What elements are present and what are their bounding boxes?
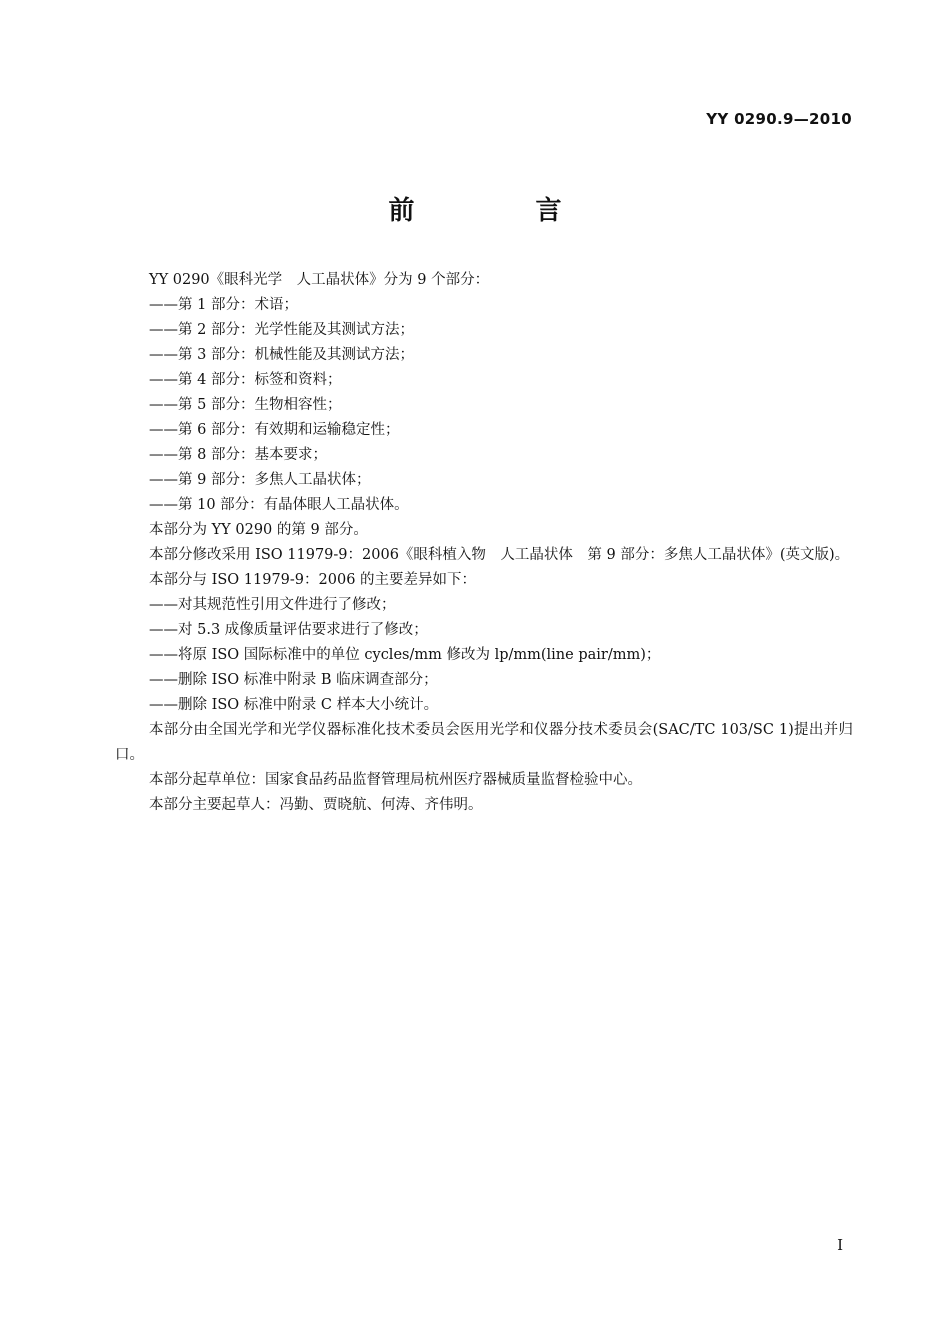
differences-intro: 本部分与 ISO 11979-9：2006 的主要差异如下： [149,572,477,588]
list-item: ——第 1 部分：术语； [149,297,298,313]
difference-item: ——删除 ISO 标准中附录 C 样本大小统计。 [149,697,439,713]
difference-item: ——对 5.3 成像质量评估要求进行了修改； [149,622,428,638]
list-item: ——第 5 部分：生物相容性； [149,397,342,413]
list-item: ——第 6 部分：有效期和运输稳定性； [149,422,400,438]
difference-item: ——删除 ISO 标准中附录 B 临床调查部分； [149,672,438,688]
list-item: ——第 9 部分：多焦人工晶状体； [149,472,371,488]
page-title: 前 言 [388,196,618,226]
proposer-paragraph: 本部分由全国光学和光学仪器标准化技术委员会医用光学和仪器分技术委员会(SAC/TC 103/SC 1)提出并归口。 [115,722,853,763]
list-item: ——第 8 部分：基本要求； [149,447,327,463]
list-item: ——第 3 部分：机械性能及其测试方法； [149,347,414,363]
drafters-paragraph: 本部分主要起草人：冯勤、贾晓航、何涛、齐伟明。 [149,797,483,813]
list-item: ——第 2 部分：光学性能及其测试方法； [149,322,414,338]
adoption-paragraph: 本部分修改采用 ISO 11979-9：2006《眼科植入物 人工晶状体 第 9 部分：多焦人工晶状体》(英文版)。 [149,547,850,563]
standard-code: YY 0290.9—2010 [706,110,852,128]
page-number: I [837,1236,843,1254]
this-part-paragraph: 本部分为 YY 0290 的第 9 部分。 [149,522,368,538]
difference-item: ——对其规范性引用文件进行了修改； [149,597,396,613]
intro-paragraph: YY 0290《眼科光学 人工晶状体》分为 9 个部分： [149,272,490,288]
list-item: ——第 10 部分：有晶体眼人工晶状体。 [149,497,409,513]
document-body [115,268,853,818]
drafting-unit-paragraph: 本部分起草单位：国家食品药品监督管理局杭州医疗器械质量监督检验中心。 [149,772,642,788]
list-item: ——第 4 部分：标签和资料； [149,372,342,388]
difference-item: ——将原 ISO 国际标准中的单位 cycles/mm 修改为 lp/mm(line pair/mm)； [149,647,661,663]
